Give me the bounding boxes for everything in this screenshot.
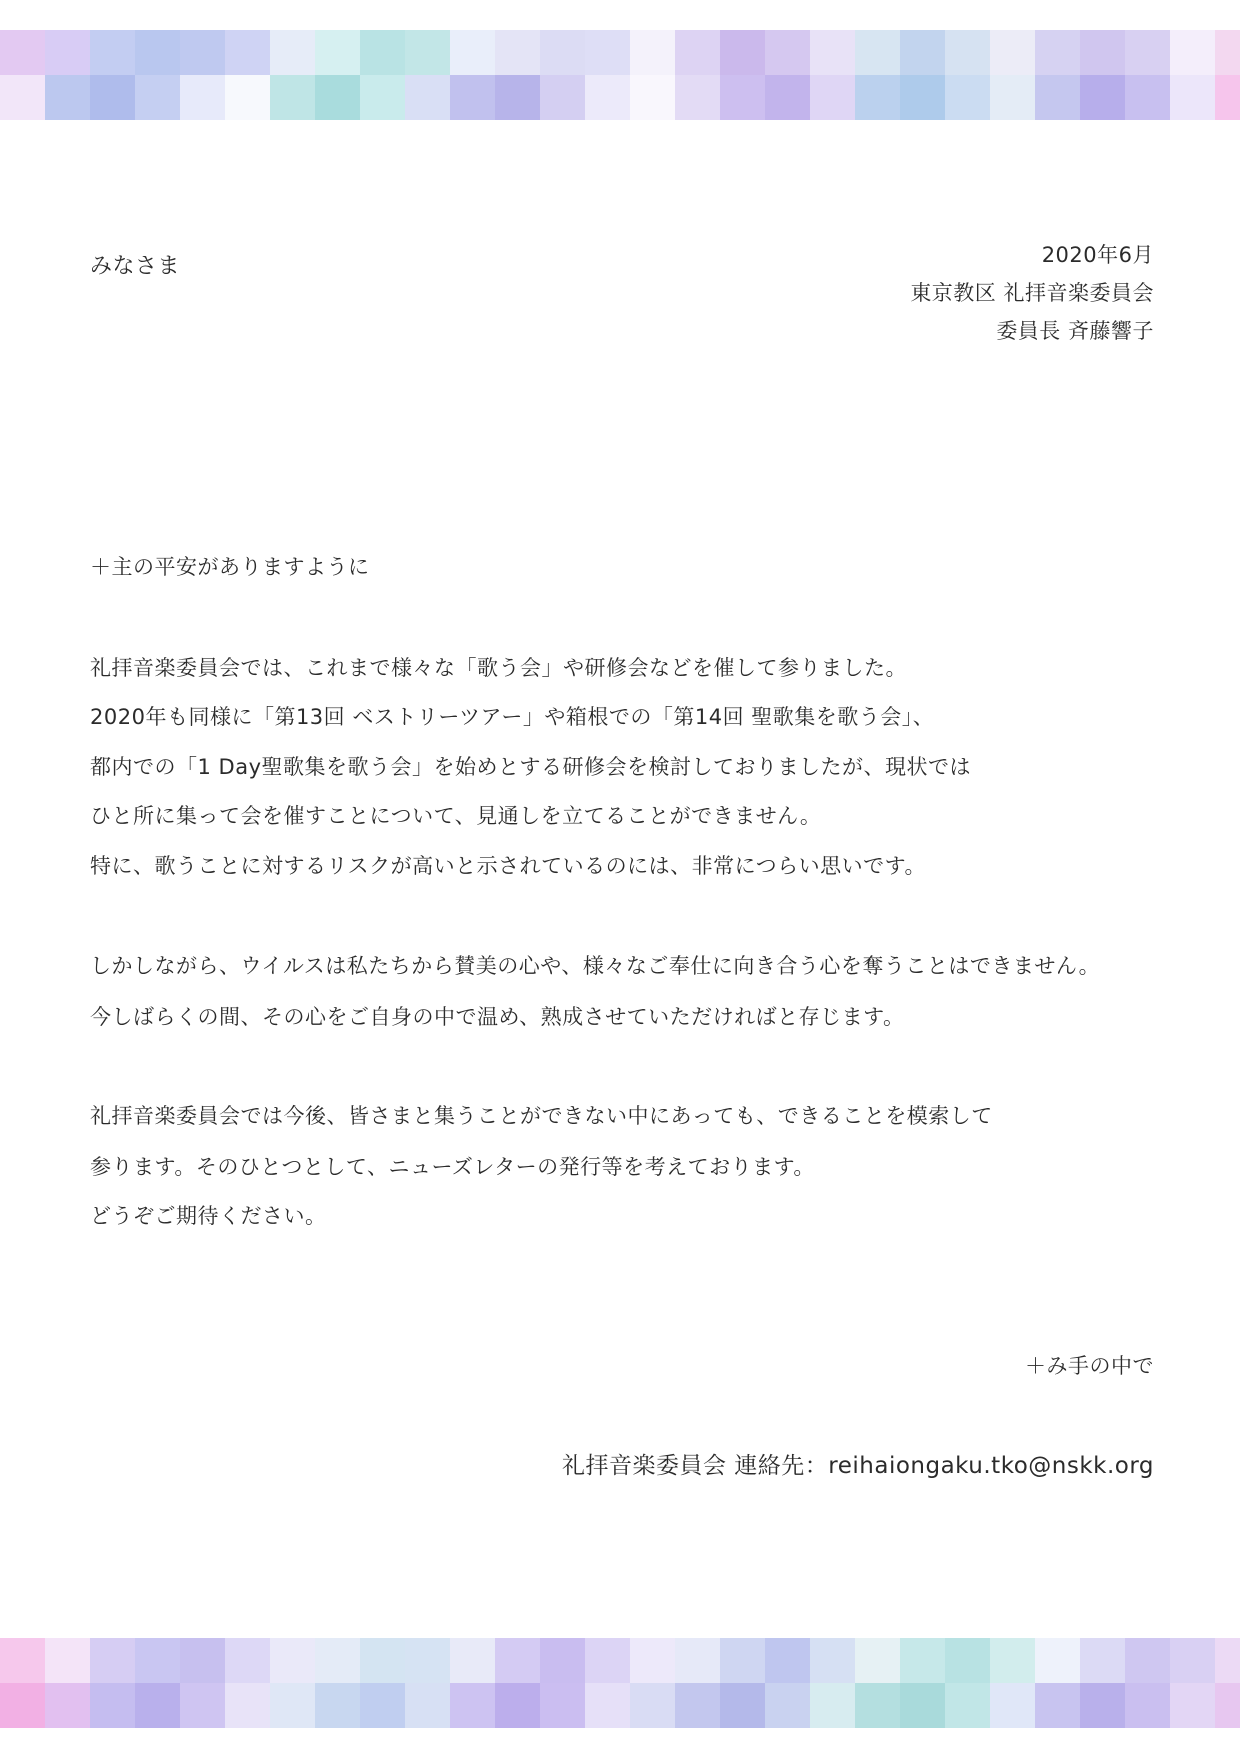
- mosaic-tile: [360, 30, 405, 75]
- mosaic-tile: [990, 1638, 1035, 1683]
- mosaic-tile: [900, 1638, 945, 1683]
- mosaic-tile: [225, 75, 270, 120]
- top-band-row-1: [0, 30, 1240, 75]
- mosaic-tile: [135, 30, 180, 75]
- letter-date: 2020年6月: [1041, 243, 1154, 267]
- mosaic-tile: [1215, 1683, 1240, 1728]
- mosaic-tile: [1035, 30, 1080, 75]
- mosaic-tile: [225, 1683, 270, 1728]
- paragraph-1-line-2: 2020年も同様に「第13回 ベストリーツアー」や箱根での「第14回 聖歌集を歌う会」、: [90, 705, 935, 729]
- mosaic-tile: [180, 1638, 225, 1683]
- mosaic-tile: [1080, 1638, 1125, 1683]
- mosaic-tile: [0, 30, 45, 75]
- mosaic-tile: [225, 1638, 270, 1683]
- mosaic-tile: [495, 75, 540, 120]
- mosaic-tile: [90, 1638, 135, 1683]
- sender-name: 委員長 斉藤響子: [996, 319, 1154, 343]
- mosaic-tile: [360, 1683, 405, 1728]
- mosaic-tile: [810, 30, 855, 75]
- top-band-row-2: [0, 75, 1240, 120]
- mosaic-tile: [1080, 75, 1125, 120]
- mosaic-tile: [810, 1638, 855, 1683]
- paragraph-3-line-2: 参ります。そのひとつとして、ニューズレターの発行等を考えております。: [90, 1155, 815, 1179]
- mosaic-tile: [675, 30, 720, 75]
- mosaic-tile: [405, 75, 450, 120]
- mosaic-tile: [765, 30, 810, 75]
- mosaic-tile: [675, 1683, 720, 1728]
- mosaic-tile: [180, 75, 225, 120]
- salutation: みなさま: [90, 254, 181, 279]
- mosaic-tile: [180, 30, 225, 75]
- mosaic-tile: [45, 1638, 90, 1683]
- paragraph-3-line-3: どうぞご期待ください。: [90, 1204, 327, 1228]
- mosaic-tile: [990, 1683, 1035, 1728]
- mosaic-tile: [1125, 30, 1170, 75]
- mosaic-tile: [1080, 1683, 1125, 1728]
- mosaic-tile: [405, 1638, 450, 1683]
- mosaic-tile: [585, 75, 630, 120]
- paragraph-3-line-1: 礼拝音楽委員会では今後、皆さまと集うことができない中にあっても、できることを模索して: [90, 1104, 993, 1128]
- mosaic-tile: [495, 1638, 540, 1683]
- mosaic-tile: [990, 30, 1035, 75]
- mosaic-tile: [495, 30, 540, 75]
- mosaic-tile: [450, 75, 495, 120]
- mosaic-tile: [540, 30, 585, 75]
- mosaic-tile: [360, 1638, 405, 1683]
- mosaic-tile: [630, 1683, 675, 1728]
- top-decorative-band: [0, 30, 1240, 120]
- mosaic-tile: [1080, 30, 1125, 75]
- mosaic-tile: [315, 75, 360, 120]
- paragraph-1-line-1: 礼拝音楽委員会では、これまで様々な「歌う会」や研修会などを催して参りました。: [90, 656, 907, 680]
- mosaic-tile: [270, 1683, 315, 1728]
- mosaic-tile: [1035, 75, 1080, 120]
- mosaic-tile: [630, 1638, 675, 1683]
- mosaic-tile: [270, 75, 315, 120]
- mosaic-tile: [855, 1683, 900, 1728]
- mosaic-tile: [0, 1683, 45, 1728]
- mosaic-tile: [855, 1638, 900, 1683]
- mosaic-tile: [1035, 1638, 1080, 1683]
- mosaic-tile: [270, 30, 315, 75]
- mosaic-tile: [990, 75, 1035, 120]
- mosaic-tile: [0, 1638, 45, 1683]
- bottom-band-row-2: [0, 1683, 1240, 1728]
- mosaic-tile: [450, 30, 495, 75]
- mosaic-tile: [135, 75, 180, 120]
- mosaic-tile: [1215, 1638, 1240, 1683]
- mosaic-tile: [720, 1683, 765, 1728]
- mosaic-tile: [450, 1638, 495, 1683]
- mosaic-tile: [1170, 1683, 1215, 1728]
- paragraph-1-line-5: 特に、歌うことに対するリスクが高いと示されているのには、非常につらい思いです。: [90, 854, 926, 878]
- mosaic-tile: [585, 30, 630, 75]
- mosaic-tile: [1125, 1683, 1170, 1728]
- mosaic-tile: [945, 30, 990, 75]
- mosaic-tile: [630, 30, 675, 75]
- mosaic-tile: [630, 75, 675, 120]
- bottom-band-row-1: [0, 1638, 1240, 1683]
- paragraph-2-line-1: しかしながら、ウイルスは私たちから賛美の心や、様々なご奉仕に向き合う心を奪うことはできません。: [90, 954, 1101, 978]
- mosaic-tile: [945, 1683, 990, 1728]
- mosaic-tile: [900, 75, 945, 120]
- mosaic-tile: [540, 1683, 585, 1728]
- opening-greeting: ＋主の平安がありますように: [90, 555, 370, 579]
- mosaic-tile: [675, 1638, 720, 1683]
- mosaic-tile: [225, 30, 270, 75]
- mosaic-tile: [900, 1683, 945, 1728]
- mosaic-tile: [765, 75, 810, 120]
- mosaic-tile: [45, 1683, 90, 1728]
- mosaic-tile: [765, 1638, 810, 1683]
- mosaic-tile: [0, 75, 45, 120]
- contact-line: 礼拝音楽委員会 連絡先：reihaiongaku.tko@nskk.org: [561, 1453, 1154, 1479]
- mosaic-tile: [855, 30, 900, 75]
- paragraph-1-line-3: 都内での「1 Day聖歌集を歌う会」を始めとする研修会を検討しておりましたが、現状では: [90, 755, 971, 779]
- mosaic-tile: [135, 1638, 180, 1683]
- mosaic-tile: [855, 75, 900, 120]
- mosaic-tile: [90, 1683, 135, 1728]
- mosaic-tile: [540, 1638, 585, 1683]
- mosaic-tile: [900, 30, 945, 75]
- mosaic-tile: [1125, 1638, 1170, 1683]
- mosaic-tile: [1125, 75, 1170, 120]
- mosaic-tile: [945, 1638, 990, 1683]
- mosaic-tile: [1170, 30, 1215, 75]
- mosaic-tile: [765, 1683, 810, 1728]
- mosaic-tile: [90, 30, 135, 75]
- mosaic-tile: [270, 1638, 315, 1683]
- closing: ＋み手の中で: [1025, 1354, 1154, 1378]
- mosaic-tile: [315, 30, 360, 75]
- mosaic-tile: [1215, 30, 1240, 75]
- mosaic-tile: [1035, 1683, 1080, 1728]
- mosaic-tile: [720, 75, 765, 120]
- mosaic-tile: [1215, 75, 1240, 120]
- mosaic-tile: [315, 1683, 360, 1728]
- mosaic-tile: [720, 30, 765, 75]
- mosaic-tile: [1170, 75, 1215, 120]
- mosaic-tile: [495, 1683, 540, 1728]
- paragraph-1-line-4: ひと所に集って会を催すことについて、見通しを立てることができません。: [90, 804, 822, 828]
- mosaic-tile: [585, 1683, 630, 1728]
- mosaic-tile: [540, 75, 585, 120]
- mosaic-tile: [45, 75, 90, 120]
- mosaic-tile: [1170, 1638, 1215, 1683]
- mosaic-tile: [450, 1683, 495, 1728]
- mosaic-tile: [360, 75, 405, 120]
- bottom-decorative-band: [0, 1638, 1240, 1730]
- mosaic-tile: [810, 1683, 855, 1728]
- mosaic-tile: [180, 1683, 225, 1728]
- paragraph-2-line-2: 今しばらくの間、その心をご自身の中で温め、熟成させていただければと存じます。: [90, 1005, 905, 1029]
- mosaic-tile: [810, 75, 855, 120]
- mosaic-tile: [675, 75, 720, 120]
- mosaic-tile: [405, 1683, 450, 1728]
- mosaic-tile: [405, 30, 450, 75]
- mosaic-tile: [315, 1638, 360, 1683]
- mosaic-tile: [945, 75, 990, 120]
- sender-organization: 東京教区 礼拝音楽委員会: [910, 281, 1154, 305]
- mosaic-tile: [45, 30, 90, 75]
- mosaic-tile: [720, 1638, 765, 1683]
- mosaic-tile: [90, 75, 135, 120]
- mosaic-tile: [135, 1683, 180, 1728]
- mosaic-tile: [585, 1638, 630, 1683]
